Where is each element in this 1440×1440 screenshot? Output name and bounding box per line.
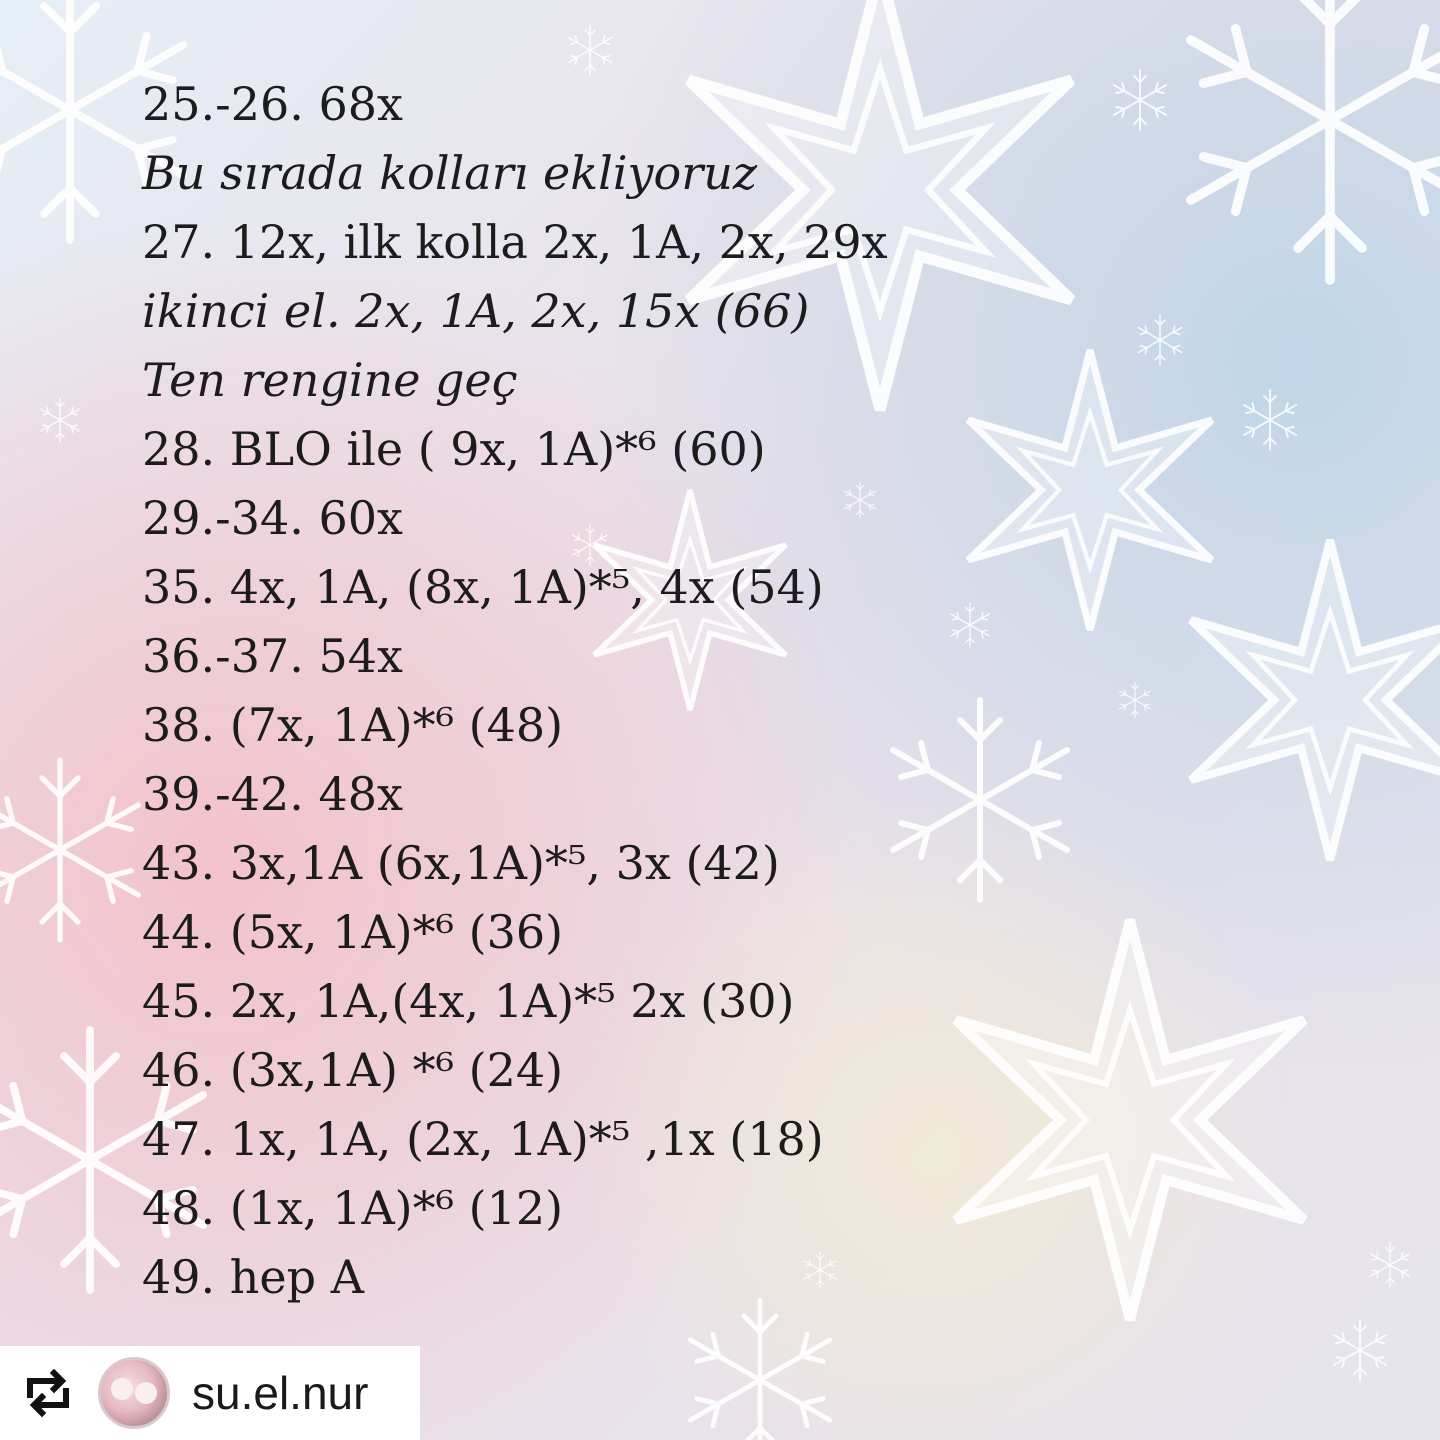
pattern-line <box>142 622 1142 691</box>
pattern-line <box>142 208 1142 277</box>
pattern-line <box>142 1105 1142 1174</box>
pattern-line <box>142 829 1142 898</box>
pattern-line <box>142 1243 1142 1312</box>
pattern-instructions <box>142 70 1142 1312</box>
pattern-line-text: 29.-34. 60x <box>142 491 403 545</box>
pattern-line <box>142 277 1142 346</box>
pattern-line <box>142 898 1142 967</box>
pattern-line-text: 35. 4x, 1A, (8x, 1A)*⁵, 4x (54) <box>142 560 824 614</box>
repost-icon[interactable] <box>20 1365 76 1421</box>
pattern-line-text: Bu sırada kolları ekliyoruz <box>142 146 758 200</box>
pattern-line-text: 46. (3x,1A) *⁶ (24) <box>142 1043 564 1097</box>
pattern-line <box>142 760 1142 829</box>
pattern-line <box>142 967 1142 1036</box>
pattern-line-text: 28. BLO ile ( 9x, 1A)*⁶ (60) <box>142 422 766 476</box>
pattern-line-text: 43. 3x,1A (6x,1A)*⁵, 3x (42) <box>142 836 780 890</box>
pattern-line <box>142 484 1142 553</box>
pattern-line-text: 47. 1x, 1A, (2x, 1A)*⁵ ,1x (18) <box>142 1112 824 1166</box>
pattern-line-text: 38. (7x, 1A)*⁶ (48) <box>142 698 564 752</box>
pattern-line <box>142 691 1142 760</box>
avatar[interactable] <box>98 1357 170 1429</box>
pattern-line <box>142 553 1142 622</box>
pattern-line-text: 27. 12x, ilk kolla 2x, 1A, 2x, 29x <box>142 215 888 269</box>
username-label[interactable]: su.el.nur <box>192 1367 369 1419</box>
pattern-line-text: 48. (1x, 1A)*⁶ (12) <box>142 1181 564 1235</box>
pattern-line <box>142 1174 1142 1243</box>
pattern-line-text: Ten rengine geç <box>142 353 518 407</box>
pattern-line <box>142 70 1142 139</box>
pattern-line <box>142 139 1142 208</box>
pattern-line-text: 25.-26. 68x <box>142 77 403 131</box>
pattern-line-text: 45. 2x, 1A,(4x, 1A)*⁵ 2x (30) <box>142 974 795 1028</box>
pattern-line-text: 44. (5x, 1A)*⁶ (36) <box>142 905 564 959</box>
pattern-line <box>142 415 1142 484</box>
pattern-line-text: ikinci el. 2x, 1A, 2x, 15x (66) <box>142 284 810 338</box>
pattern-line <box>142 346 1142 415</box>
pattern-line <box>142 1036 1142 1105</box>
pattern-line-text: 39.-42. 48x <box>142 767 403 821</box>
pattern-line-text: 49. hep A <box>142 1250 364 1304</box>
repost-bar <box>0 1346 420 1440</box>
pattern-line-text: 36.-37. 54x <box>142 629 403 683</box>
